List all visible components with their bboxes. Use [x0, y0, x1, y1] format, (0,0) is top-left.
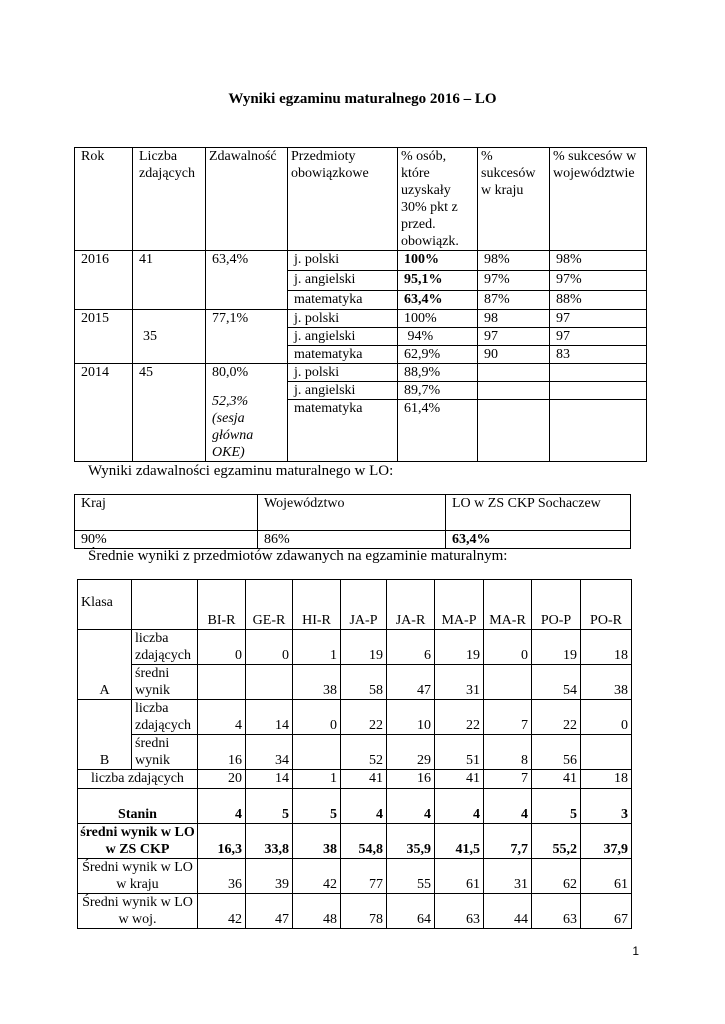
- page-number: 1: [632, 944, 639, 958]
- count-cell: 45: [133, 364, 206, 462]
- header-subject: BI-R: [198, 580, 246, 630]
- summary-value: 4: [198, 789, 246, 824]
- country-cell: 90: [478, 346, 550, 364]
- subject-cell: matematyka: [288, 291, 398, 310]
- summary-value: 4: [435, 789, 484, 824]
- count-value: 0: [246, 630, 293, 665]
- pass-rate-note: 52,3% (sesja główna OKE): [212, 394, 254, 460]
- country-cell: 98: [478, 310, 550, 328]
- avg-value: 38: [581, 665, 632, 700]
- country-cell: [478, 364, 550, 382]
- year-cell: 2016: [75, 251, 133, 310]
- header-subject: MA-R: [484, 580, 532, 630]
- summary-value: 42: [198, 894, 246, 929]
- class-name: B: [78, 700, 132, 770]
- voiv-cell: 97: [550, 328, 647, 346]
- voiv-cell: 97%: [550, 271, 647, 291]
- summary-value: 37,9: [581, 824, 632, 859]
- summary-value: 47: [246, 894, 293, 929]
- header-empty: [132, 580, 198, 630]
- count-value: 22: [341, 700, 387, 735]
- summary-value: 14: [246, 770, 293, 789]
- summary-value: 3: [581, 789, 632, 824]
- count-value: 10: [387, 700, 435, 735]
- row-label: średni wynik: [132, 735, 198, 770]
- summary-label: Średni wynik w LO w kraju: [78, 859, 198, 894]
- count-value: 19: [341, 630, 387, 665]
- avg-value: 8: [484, 735, 532, 770]
- avg-value: 34: [246, 735, 293, 770]
- avg-value: [293, 735, 341, 770]
- summary-value: 44: [484, 894, 532, 929]
- summary-value: 64: [387, 894, 435, 929]
- header-subject: PO-P: [532, 580, 581, 630]
- avg-value: 16: [198, 735, 246, 770]
- summary-value: 4: [341, 789, 387, 824]
- summary-value: 55: [387, 859, 435, 894]
- voiv-cell: 83: [550, 346, 647, 364]
- subject-cell: matematyka: [288, 400, 398, 462]
- summary-value: 62: [532, 859, 581, 894]
- voiv-cell: [550, 400, 647, 462]
- summary-label: średni wynik w LO w ZS CKP: [78, 824, 198, 859]
- country-cell: [478, 382, 550, 400]
- count-cell: 35: [133, 310, 206, 364]
- summary-value: 4: [387, 789, 435, 824]
- page-title: Wyniki egzaminu maturalnego 2016 – LO: [228, 91, 497, 107]
- summary-value: 18: [581, 770, 632, 789]
- value-wojewodztwo: 86%: [258, 531, 446, 549]
- pass-rate-block: [206, 364, 288, 462]
- summary-label: Stanin: [78, 789, 198, 824]
- subject-cell: j. angielski: [288, 328, 398, 346]
- count-value: 4: [198, 700, 246, 735]
- count-value: 19: [532, 630, 581, 665]
- summary-value: 31: [484, 859, 532, 894]
- caption-pass: Wyniki zdawalności egzaminu maturalnego w LO:: [88, 463, 394, 479]
- summary-value: 7: [484, 770, 532, 789]
- pct-cell: 61,4%: [398, 400, 478, 462]
- pct-cell: 100%: [398, 310, 478, 328]
- header-sukces-woj: % sukcesów w województwie: [550, 148, 647, 251]
- summary-value: 35,9: [387, 824, 435, 859]
- summary-value: 41: [341, 770, 387, 789]
- country-cell: 97: [478, 328, 550, 346]
- header-subject: GE-R: [246, 580, 293, 630]
- avg-value: 47: [387, 665, 435, 700]
- subject-cell: matematyka: [288, 346, 398, 364]
- header-subject: JA-P: [341, 580, 387, 630]
- summary-value: 55,2: [532, 824, 581, 859]
- value-lo: 63,4%: [446, 531, 631, 549]
- avg-value: 51: [435, 735, 484, 770]
- caption-avg: Średnie wyniki z przedmiotów zdawanych na egzaminie maturalnym:: [88, 548, 508, 564]
- summary-value: 61: [581, 859, 632, 894]
- header-rok: Rok: [75, 148, 133, 251]
- summary-value: 48: [293, 894, 341, 929]
- header-subject: HI-R: [293, 580, 341, 630]
- voiv-cell: [550, 382, 647, 400]
- avg-value: 29: [387, 735, 435, 770]
- summary-value: 42: [293, 859, 341, 894]
- summary-value: 41: [435, 770, 484, 789]
- avg-table: [77, 579, 632, 929]
- avg-value: [246, 665, 293, 700]
- subject-cell: j. polski: [288, 310, 398, 328]
- summary-value: 41,5: [435, 824, 484, 859]
- summary-value: 67: [581, 894, 632, 929]
- results-table: [74, 147, 647, 462]
- avg-value: 54: [532, 665, 581, 700]
- header-subject: MA-P: [435, 580, 484, 630]
- summary-value: 78: [341, 894, 387, 929]
- count-value: 18: [581, 630, 632, 665]
- summary-label: liczba zdających: [78, 770, 198, 789]
- subject-cell: j. angielski: [288, 271, 398, 291]
- avg-value: 52: [341, 735, 387, 770]
- summary-value: 1: [293, 770, 341, 789]
- summary-value: 5: [293, 789, 341, 824]
- country-cell: 87%: [478, 291, 550, 310]
- header-subject: JA-R: [387, 580, 435, 630]
- value-kraj: 90%: [75, 531, 258, 549]
- count-value: 19: [435, 630, 484, 665]
- pass-rate-cell: 63,4%: [206, 251, 288, 310]
- count-cell: 41: [133, 251, 206, 310]
- summary-value: 7,7: [484, 824, 532, 859]
- avg-value: 56: [532, 735, 581, 770]
- pct-cell: 89,7%: [398, 382, 478, 400]
- count-value: 14: [246, 700, 293, 735]
- header-liczba: Liczba zdających: [133, 148, 206, 251]
- year-cell: 2015: [75, 310, 133, 364]
- count-value: 0: [581, 700, 632, 735]
- country-cell: 97%: [478, 271, 550, 291]
- summary-value: 33,8: [246, 824, 293, 859]
- summary-value: 61: [435, 859, 484, 894]
- avg-value: [198, 665, 246, 700]
- header-przedmioty: Przedmioty obowiązkowe: [288, 148, 398, 251]
- count-value: 22: [435, 700, 484, 735]
- summary-value: 38: [293, 824, 341, 859]
- subject-cell: j. polski: [288, 364, 398, 382]
- summary-label: Średni wynik w LO w woj.: [78, 894, 198, 929]
- header-zdawalnosc: Zdawalność: [206, 148, 288, 251]
- voiv-cell: 97: [550, 310, 647, 328]
- count-value: 7: [484, 700, 532, 735]
- summary-value: 36: [198, 859, 246, 894]
- count-value: 0: [484, 630, 532, 665]
- summary-value: 5: [532, 789, 581, 824]
- avg-value: [484, 665, 532, 700]
- year-cell: 2014: [75, 364, 133, 462]
- header-pct-osob: % osób, które uzyskały 30% pkt z przed. obowiązk.: [398, 148, 478, 251]
- subject-cell: j. angielski: [288, 382, 398, 400]
- summary-value: 63: [532, 894, 581, 929]
- count-value: 0: [293, 700, 341, 735]
- country-cell: 98%: [478, 251, 550, 271]
- summary-value: 54,8: [341, 824, 387, 859]
- subject-cell: j. polski: [288, 251, 398, 271]
- avg-value: 31: [435, 665, 484, 700]
- pass-table: [74, 494, 631, 549]
- summary-value: 63: [435, 894, 484, 929]
- summary-value: 77: [341, 859, 387, 894]
- row-label: liczba zdających: [132, 700, 198, 735]
- count-value: 6: [387, 630, 435, 665]
- pct-cell: 63,4%: [398, 291, 478, 310]
- header-klasa: Klasa: [78, 580, 132, 630]
- avg-value: 58: [341, 665, 387, 700]
- summary-value: 41: [532, 770, 581, 789]
- row-label: średni wynik: [132, 665, 198, 700]
- header-wojewodztwo: Województwo: [258, 495, 446, 531]
- pct-cell: 100%: [398, 251, 478, 271]
- count-value: 22: [532, 700, 581, 735]
- row-label: liczba zdających: [132, 630, 198, 665]
- summary-value: 5: [246, 789, 293, 824]
- count-value: 0: [198, 630, 246, 665]
- pct-cell: 95,1%: [398, 271, 478, 291]
- pct-cell: 94%: [398, 328, 478, 346]
- pass-rate-cell: 77,1%: [206, 310, 288, 364]
- voiv-cell: 88%: [550, 291, 647, 310]
- summary-value: 20: [198, 770, 246, 789]
- pct-cell: 88,9%: [398, 364, 478, 382]
- avg-value: 38: [293, 665, 341, 700]
- avg-value: [581, 735, 632, 770]
- header-lo: LO w ZS CKP Sochaczew: [446, 495, 631, 531]
- summary-value: 16: [387, 770, 435, 789]
- voiv-cell: [550, 364, 647, 382]
- summary-value: 16,3: [198, 824, 246, 859]
- class-name: A: [78, 630, 132, 700]
- summary-value: 4: [484, 789, 532, 824]
- count-value: 1: [293, 630, 341, 665]
- header-subject: PO-R: [581, 580, 632, 630]
- summary-value: 39: [246, 859, 293, 894]
- voiv-cell: 98%: [550, 251, 647, 271]
- country-cell: [478, 400, 550, 462]
- header-kraj: Kraj: [75, 495, 258, 531]
- pass-rate-cell: 80,0%: [212, 365, 249, 380]
- header-sukces-kraj: % sukcesów w kraju: [478, 148, 550, 251]
- pct-cell: 62,9%: [398, 346, 478, 364]
